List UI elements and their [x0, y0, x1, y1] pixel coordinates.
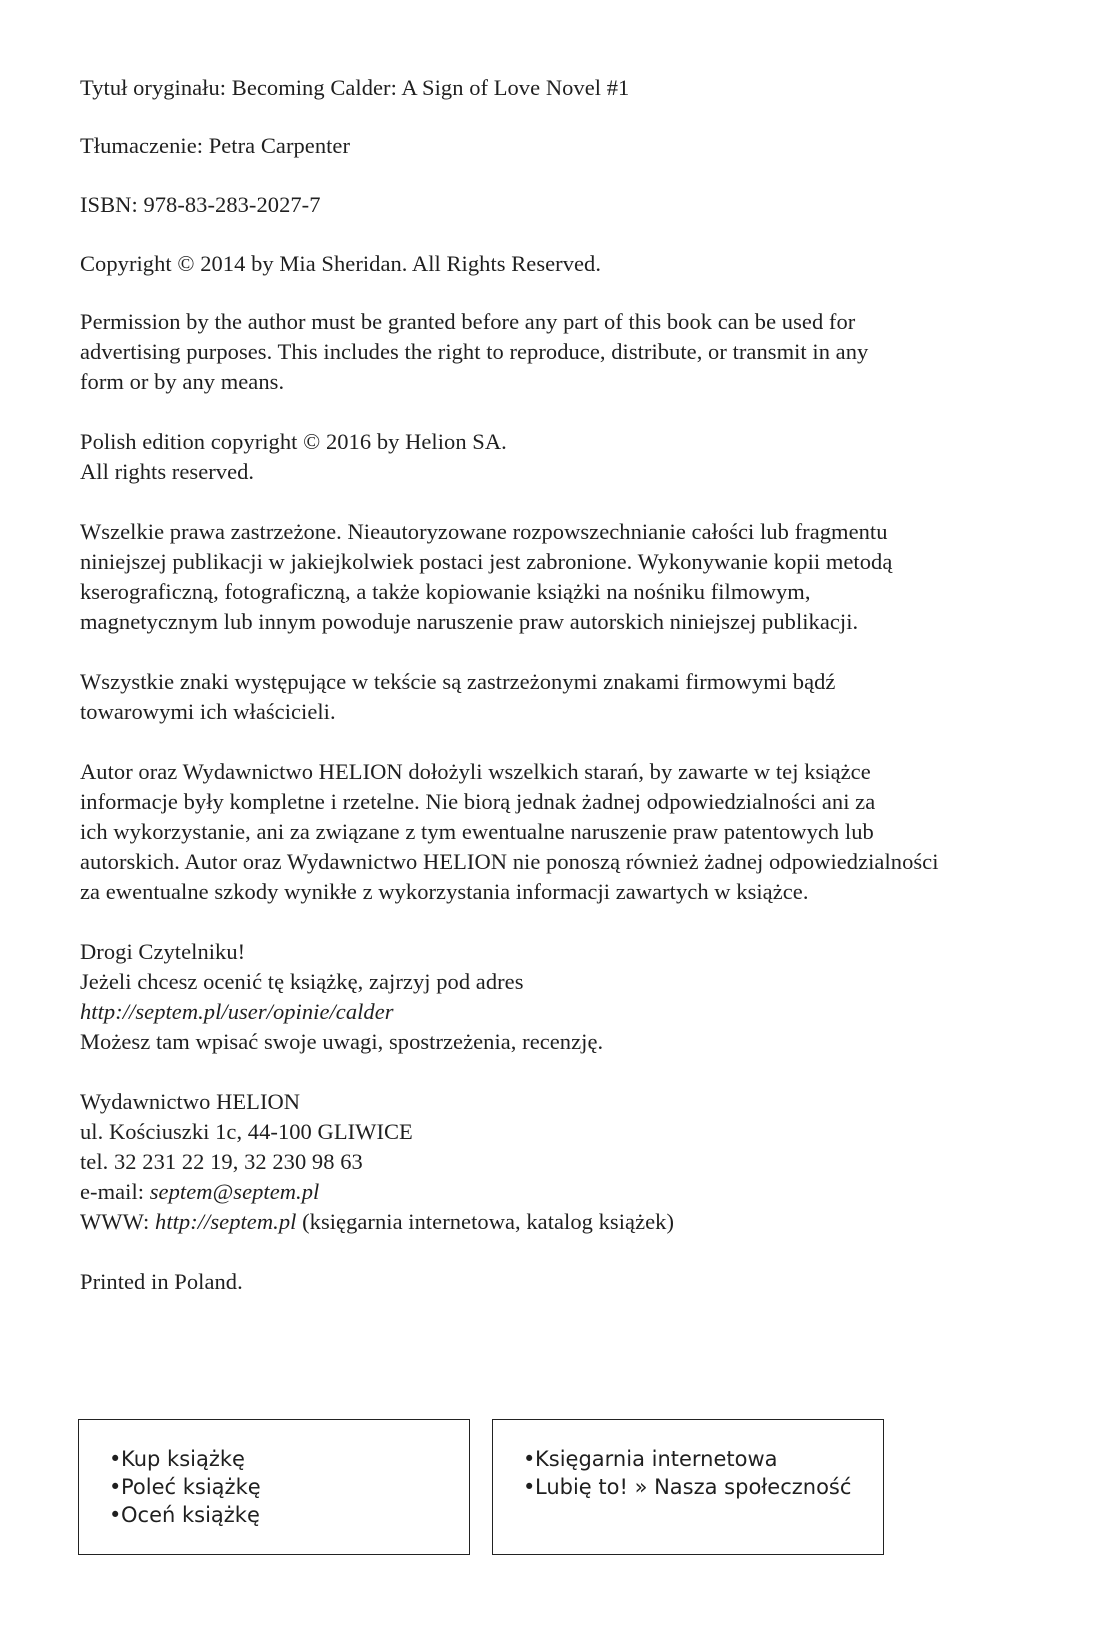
bookstore-link[interactable]: • Księgarnia internetowa — [523, 1445, 851, 1473]
book-actions-list — [109, 1445, 261, 1529]
disclaimer-line: Autor oraz Wydawnictwo HELION dołożyli wszelkich starań, by zawarte w tej książce — [80, 759, 871, 784]
community-box — [492, 1419, 884, 1555]
buy-book-link[interactable]: • Kup książkę — [109, 1445, 261, 1473]
rights-line: niniejszej publikacji w jakiejkolwiek postaci jest zabronione. Wykonywanie kopii metodą — [80, 549, 893, 574]
isbn: ISBN: 978-83-283-2027-7 — [80, 192, 321, 217]
recommend-book-link[interactable]: • Poleć książkę — [109, 1473, 261, 1501]
permission-line: advertising purposes. This includes the right to reproduce, distribute, or transmit in any — [80, 339, 869, 364]
rights-line: Wszelkie prawa zastrzeżone. Nieautoryzowane rozpowszechnianie całości lub fragmentu — [80, 519, 888, 544]
www-label: WWW: — [80, 1209, 156, 1234]
reader-prompt: Jeżeli chcesz ocenić tę książkę, zajrzyj pod adres — [80, 969, 524, 994]
publisher-www — [80, 1207, 674, 1237]
reader-note: Możesz tam wpisać swoje uwagi, spostrzeżenia, recenzję. — [80, 1029, 604, 1054]
trademarks-line: towarowymi ich właścicieli. — [80, 699, 336, 724]
publisher-email — [80, 1177, 319, 1207]
community-list — [523, 1445, 851, 1501]
disclaimer-line: informacje były kompletne i rzetelne. Nie biorą jednak żadnej odpowiedzialności ani za — [80, 789, 876, 814]
rights-line: magnetycznym lub innym powoduje naruszenie praw autorskich niniejszej publikacji. — [80, 609, 859, 634]
polish-edition-line: All rights reserved. — [80, 459, 255, 484]
publisher-phone: tel. 32 231 22 19, 32 230 98 63 — [80, 1149, 363, 1174]
permission-line: form or by any means. — [80, 369, 285, 394]
opinion-link[interactable]: http://septem.pl/user/opinie/calder — [80, 999, 394, 1024]
rate-book-link[interactable]: • Oceń książkę — [109, 1501, 261, 1529]
www-link[interactable]: http://septem.pl — [155, 1209, 297, 1234]
original-title: Tytuł oryginału: Becoming Calder: A Sign of Love Novel #1 — [80, 75, 630, 100]
printed-in: Printed in Poland. — [80, 1269, 243, 1294]
rights-line: kserograficzną, fotograficzną, a także kopiowanie książki na nośniku filmowym, — [80, 579, 811, 604]
www-note: (księgarnia internetowa, katalog książek) — [296, 1209, 674, 1234]
copyright-notice: Copyright © 2014 by Mia Sheridan. All Rights Reserved. — [80, 251, 602, 276]
community-link[interactable]: • Lubię to! » Nasza społeczność — [523, 1473, 851, 1501]
email-link[interactable]: septem@septem.pl — [149, 1179, 320, 1204]
polish-edition-line: Polish edition copyright © 2016 by Helion SA. — [80, 429, 507, 454]
disclaimer-line: ich wykorzystanie, ani za związane z tym ewentualne naruszenie praw patentowych lub — [80, 819, 874, 844]
permission-line: Permission by the author must be granted before any part of this book can be used for — [80, 309, 856, 334]
reader-greeting: Drogi Czytelniku! — [80, 939, 246, 964]
email-label: e-mail: — [80, 1179, 150, 1204]
disclaimer-line: autorskich. Autor oraz Wydawnictwo HELION nie ponoszą również żadnej odpowiedzialności — [80, 849, 939, 874]
disclaimer-line: za ewentualne szkody wynikłe z wykorzystania informacji zawartych w książce. — [80, 879, 809, 904]
publisher-name: Wydawnictwo HELION — [80, 1089, 301, 1114]
publisher-address: ul. Kościuszki 1c, 44-100 GLIWICE — [80, 1119, 413, 1144]
book-actions-box — [78, 1419, 470, 1555]
trademarks-line: Wszystkie znaki występujące w tekście są zastrzeżonymi znakami firmowymi bądź — [80, 669, 836, 694]
translation-credit: Tłumaczenie: Petra Carpenter — [80, 133, 351, 158]
